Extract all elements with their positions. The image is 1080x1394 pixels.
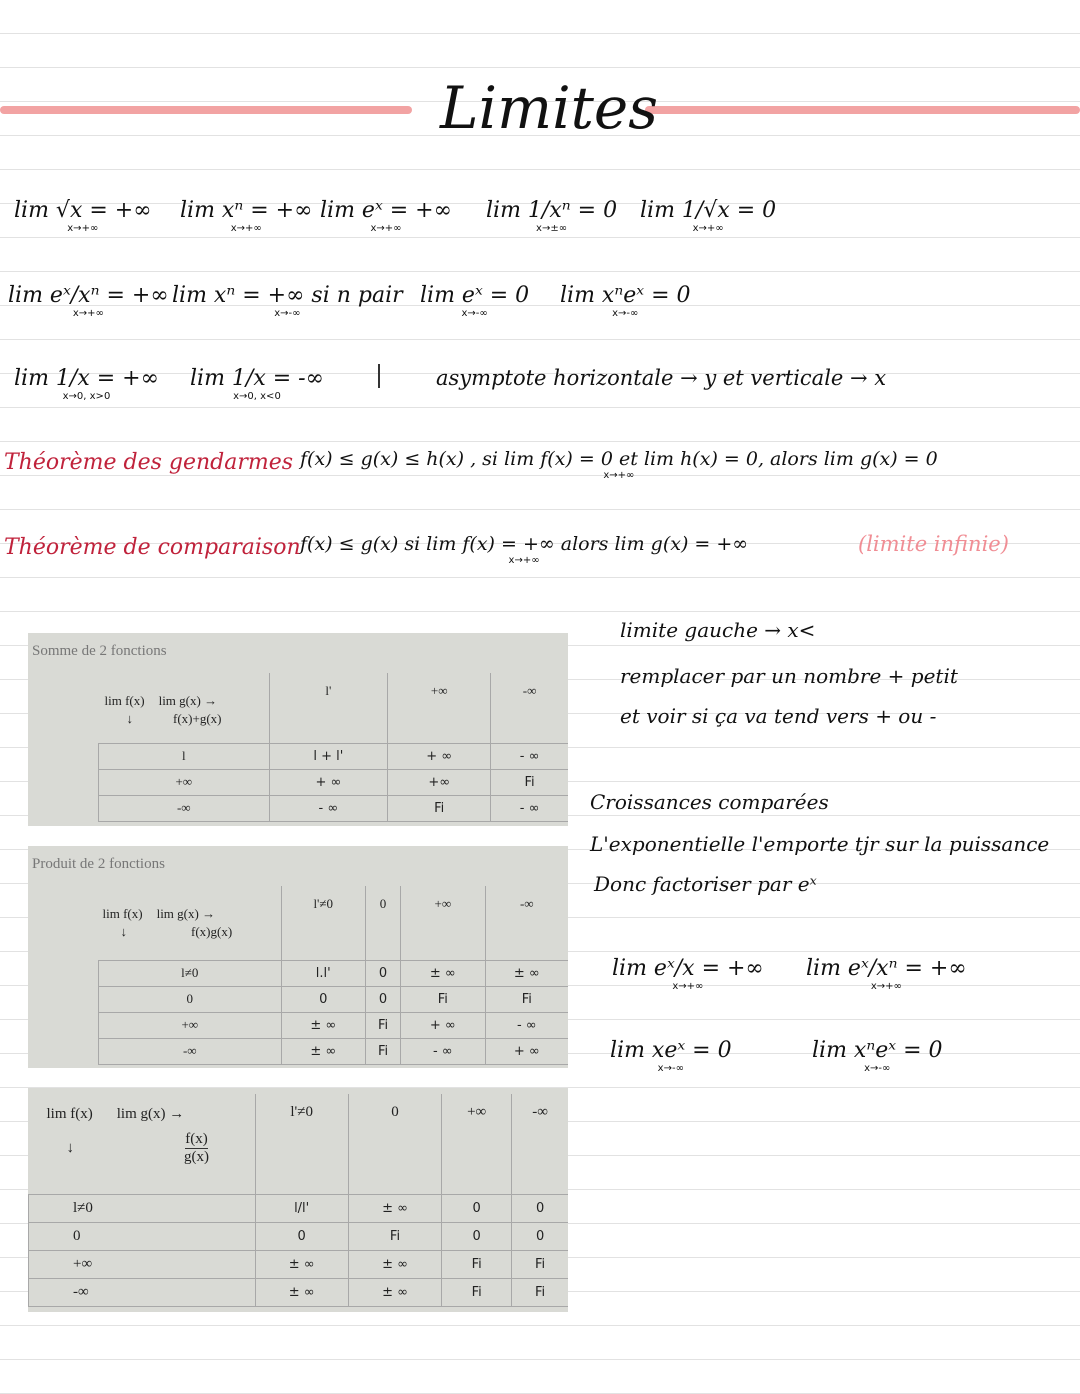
- col-header: -∞: [485, 886, 568, 960]
- arrow-down-icon: ↓: [66, 1139, 74, 1156]
- op-header: f(x)+g(x): [173, 711, 222, 726]
- cell: ± ∞: [348, 1278, 441, 1306]
- col-header: +∞: [442, 1094, 512, 1194]
- col-header: 0: [365, 886, 400, 960]
- cell: Fi: [365, 1012, 400, 1038]
- cell: l + l': [269, 743, 388, 769]
- title-rule-right: [645, 106, 1080, 114]
- cell: ± ∞: [255, 1250, 348, 1278]
- limit-formula: lim xⁿ = +∞ si n pair x→-∞: [172, 283, 403, 319]
- row-header: l≠0: [29, 1194, 256, 1222]
- comparaison-note: (limite infinie): [858, 532, 1009, 556]
- quotient-table: [28, 1094, 568, 1307]
- limit-formula: lim eˣ = 0 x→-∞: [420, 283, 530, 319]
- row-header: -∞: [99, 1038, 282, 1064]
- somme-corner: [99, 673, 270, 743]
- arrow-down-icon: ↓: [120, 924, 127, 939]
- cell: 0: [365, 986, 400, 1012]
- limit-formula: lim 1/x = +∞ x→0, x>0: [14, 366, 159, 402]
- row-header: +∞: [29, 1250, 256, 1278]
- col-header: +∞: [388, 673, 491, 743]
- cell: Fi: [485, 986, 568, 1012]
- cell: l.l': [281, 960, 365, 986]
- produit-corner: [99, 886, 282, 960]
- cc-formula: lim eˣ/x = +∞ x→+∞: [612, 956, 764, 992]
- limit-formula: lim √x = +∞ x→+∞: [14, 198, 152, 234]
- cell: 0: [281, 986, 365, 1012]
- lim-f-header: lim f(x): [46, 1106, 93, 1122]
- cell: +∞: [388, 769, 491, 795]
- col-header: -∞: [491, 673, 568, 743]
- quotient-corner: [29, 1094, 256, 1194]
- produit-table: [98, 886, 568, 1065]
- page-title: Limites: [440, 74, 659, 142]
- cell: + ∞: [401, 1012, 485, 1038]
- op-header: f(x)g(x): [191, 924, 233, 939]
- row-header: 0: [99, 986, 282, 1012]
- row-header: +∞: [99, 1012, 282, 1038]
- row-header: +∞: [99, 769, 270, 795]
- cell: - ∞: [401, 1038, 485, 1064]
- row-header: 0: [29, 1222, 256, 1250]
- limit-formula: lim 1/√x = 0 x→+∞: [640, 198, 777, 234]
- row-header: -∞: [99, 795, 270, 821]
- cell: Fi: [512, 1250, 568, 1278]
- col-header: -∞: [512, 1094, 568, 1194]
- lim-g-header: lim g(x) →: [158, 693, 218, 708]
- limit-formula: lim xⁿeˣ = 0 x→-∞: [560, 283, 691, 319]
- cell: 0: [442, 1194, 512, 1222]
- cell: 0: [512, 1194, 568, 1222]
- cell: ± ∞: [485, 960, 568, 986]
- arrow-down-icon: ↓: [126, 711, 133, 726]
- quotient-table-photo: [28, 1088, 568, 1312]
- cell: - ∞: [491, 795, 568, 821]
- cc-formula: lim xeˣ = 0 x→-∞: [610, 1038, 732, 1074]
- cell: Fi: [348, 1222, 441, 1250]
- limit-formula: lim 1/x = -∞ x→0, x<0: [190, 366, 324, 402]
- lim-f-header: lim f(x): [104, 693, 145, 708]
- limit-formula: lim 1/xⁿ = 0 x→±∞: [486, 198, 618, 234]
- lim-f-header: lim f(x): [102, 906, 143, 921]
- lim-g-header: lim g(x) →: [156, 906, 216, 921]
- limit-formula: lim eˣ/xⁿ = +∞ x→+∞: [8, 283, 169, 319]
- cell: 0: [442, 1222, 512, 1250]
- limite-gauche-line: et voir si ça va tend vers + ou -: [620, 704, 937, 728]
- cell: + ∞: [269, 769, 388, 795]
- lim-g-header: lim g(x) →: [116, 1106, 185, 1122]
- col-header: +∞: [401, 886, 485, 960]
- limite-gauche-line: limite gauche → x<: [620, 618, 816, 642]
- somme-heading: Somme de 2 fonctions: [32, 643, 167, 659]
- cell: Fi: [442, 1250, 512, 1278]
- produit-heading: Produit de 2 fonctions: [32, 856, 165, 872]
- cell: ± ∞: [255, 1278, 348, 1306]
- cell: 0: [255, 1222, 348, 1250]
- row-header: l≠0: [99, 960, 282, 986]
- comparaison-statement: f(x) ≤ g(x) si lim f(x) = +∞ alors lim g(x) = +∞ x→+∞: [300, 533, 749, 566]
- cc-formula: lim eˣ/xⁿ = +∞ x→+∞: [806, 956, 967, 992]
- cell: Fi: [401, 986, 485, 1012]
- cell: - ∞: [491, 743, 568, 769]
- col-header: 0: [348, 1094, 441, 1194]
- cell: l/l': [255, 1194, 348, 1222]
- row-header: l: [99, 743, 270, 769]
- op-header: f(x) g(x): [184, 1131, 209, 1165]
- somme-table-photo: [28, 633, 568, 826]
- cell: ± ∞: [401, 960, 485, 986]
- cell: Fi: [388, 795, 491, 821]
- cell: Fi: [442, 1278, 512, 1306]
- cell: ± ∞: [281, 1012, 365, 1038]
- cell: ± ∞: [348, 1194, 441, 1222]
- col-header: l'≠0: [255, 1094, 348, 1194]
- croissances-line: L'exponentielle l'emporte tjr sur la puissance: [590, 832, 1050, 856]
- col-header: l'≠0: [281, 886, 365, 960]
- cell: Fi: [512, 1278, 568, 1306]
- cell: Fi: [365, 1038, 400, 1064]
- asymptote-note: asymptote horizontale → y et verticale → x: [436, 366, 887, 390]
- croissances-title: Croissances comparées: [590, 790, 829, 814]
- cell: 0: [512, 1222, 568, 1250]
- cell: ± ∞: [348, 1250, 441, 1278]
- cc-formula: lim xⁿeˣ = 0 x→-∞: [812, 1038, 943, 1074]
- title-rule-left: [0, 106, 412, 114]
- comparaison-label: Théorème de comparaison: [4, 535, 301, 560]
- cell: - ∞: [485, 1012, 568, 1038]
- croissances-line: Donc factoriser par eˣ: [594, 872, 817, 896]
- limit-formula: lim xⁿ = +∞ x→+∞: [180, 198, 313, 234]
- limite-gauche-line: remplacer par un nombre + petit: [620, 664, 958, 688]
- separator: [378, 364, 380, 388]
- col-header: l': [269, 673, 388, 743]
- row-header: -∞: [29, 1278, 256, 1306]
- limit-formula: lim eˣ = +∞ x→+∞: [320, 198, 452, 234]
- gendarmes-label: Théorème des gendarmes: [4, 450, 294, 475]
- cell: Fi: [491, 769, 568, 795]
- gendarmes-statement: f(x) ≤ g(x) ≤ h(x) , si lim f(x) = 0 et lim h(x) = 0, alors lim g(x) = 0 x→+∞: [300, 448, 938, 481]
- cell: 0: [365, 960, 400, 986]
- cell: ± ∞: [281, 1038, 365, 1064]
- cell: - ∞: [269, 795, 388, 821]
- produit-table-photo: [28, 846, 568, 1068]
- cell: + ∞: [485, 1038, 568, 1064]
- somme-table: [98, 673, 568, 822]
- cell: + ∞: [388, 743, 491, 769]
